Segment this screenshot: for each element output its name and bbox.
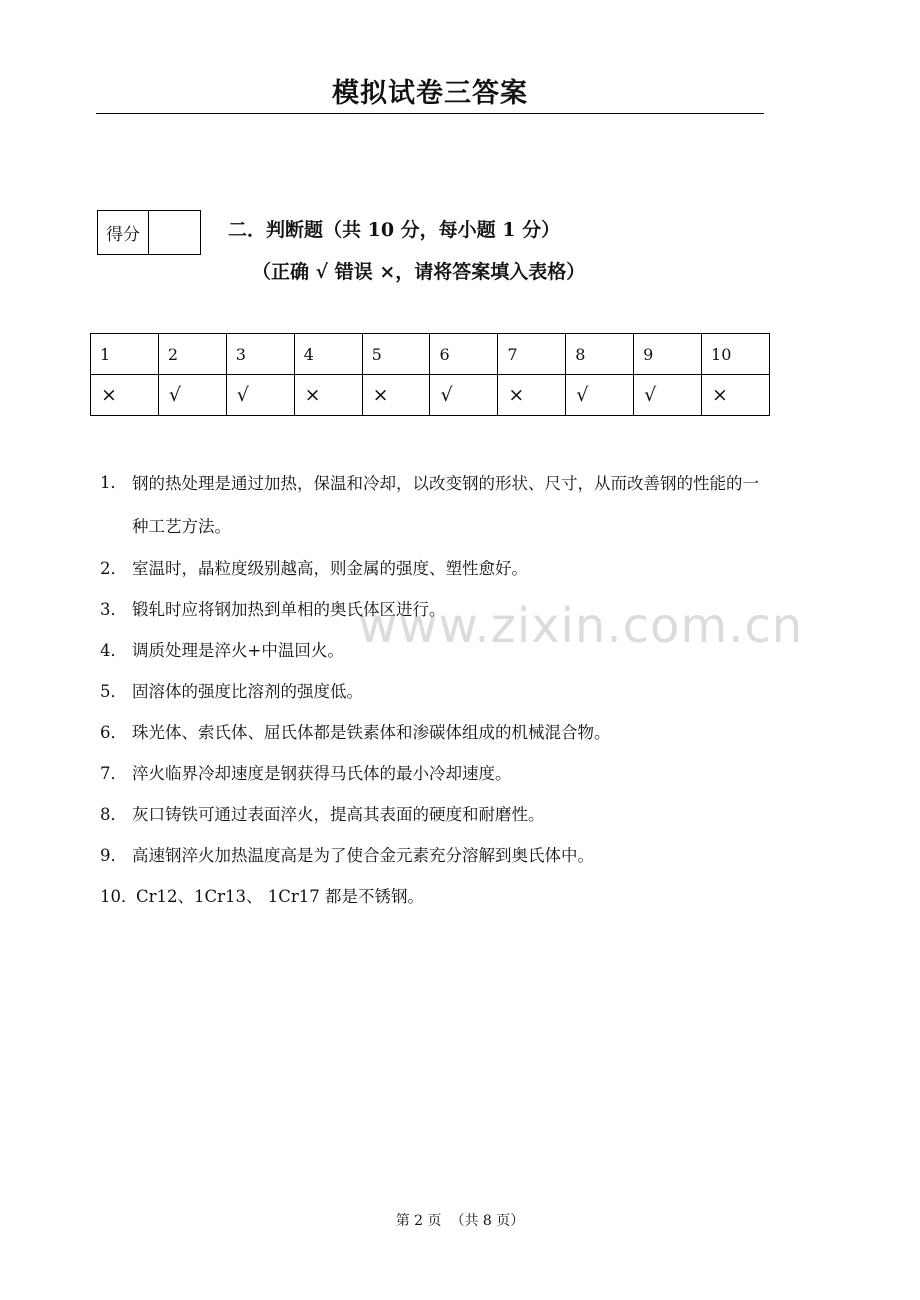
question-number: 8． [100, 805, 127, 824]
answer-number: 3 [226, 334, 294, 375]
question-item [100, 462, 770, 548]
answer-mark-row [91, 375, 770, 416]
answer-mark: × [294, 375, 362, 416]
answer-table [90, 333, 770, 416]
answer-mark: × [702, 375, 770, 416]
question-number: 1． [100, 473, 127, 492]
question-number: 9． [100, 846, 127, 865]
answer-number: 4 [294, 334, 362, 375]
question-number: 3． [100, 600, 127, 619]
question-text: 珠光体、索氏体、屈氏体都是铁素体和渗碳体组成的机械混合物。 [132, 723, 611, 742]
question-number: 2． [100, 559, 127, 578]
page-title: 模拟试卷三答案 [332, 78, 528, 109]
score-box [97, 210, 201, 255]
question-text: 淬火临界冷却速度是钢获得马氏体的最小冷却速度。 [132, 764, 512, 783]
answer-number: 9 [634, 334, 702, 375]
question-text: 调质处理是淬火+中温回火。 [132, 641, 344, 660]
answer-mark: × [362, 375, 430, 416]
question-item [100, 794, 770, 835]
question-text: 灰口铸铁可通过表面淬火，提高其表面的硬度和耐磨性。 [132, 805, 545, 824]
question-text: 锻轧时应将钢加热到单相的奥氏体区进行。 [132, 600, 446, 619]
question-number: 6． [100, 723, 127, 742]
question-list [100, 462, 770, 917]
question-item [100, 876, 770, 917]
question-number: 5． [100, 682, 127, 701]
page-footer: 第 2 页 （共 8 页） [395, 1213, 525, 1229]
title-underline [96, 113, 764, 114]
question-item [100, 712, 770, 753]
question-item [100, 589, 770, 630]
answer-number: 6 [430, 334, 498, 375]
question-text: 固溶体的强度比溶剂的强度低。 [132, 682, 363, 701]
question-number: 7． [100, 764, 127, 783]
question-text: 高速钢淬火加热温度高是为了使合金元素充分溶解到奥氏体中。 [132, 846, 594, 865]
question-number: 10． [100, 887, 138, 906]
answer-mark: × [91, 375, 159, 416]
question-item [100, 548, 770, 589]
question-item [100, 671, 770, 712]
question-text: 钢的热处理是通过加热，保温和冷却，以改变钢的形状、尺寸，从而改善钢的性能的一种工艺方法。 [132, 474, 759, 536]
answer-number: 1 [91, 334, 159, 375]
answer-mark: √ [566, 375, 634, 416]
score-label: 得分 [98, 211, 149, 254]
question-number: 4． [100, 641, 127, 660]
section-heading: 二．判断题（共 10 分，每小题 1 分） [228, 219, 561, 241]
answer-mark: √ [430, 375, 498, 416]
answer-number: 2 [158, 334, 226, 375]
question-text: 室温时，晶粒度级别越高，则金属的强度、塑性愈好。 [132, 559, 528, 578]
question-item [100, 835, 770, 876]
answer-number: 7 [498, 334, 566, 375]
answer-number: 5 [362, 334, 430, 375]
answer-mark: √ [226, 375, 294, 416]
answer-mark: √ [634, 375, 702, 416]
question-item [100, 753, 770, 794]
score-value [149, 211, 200, 254]
section-instruction: （正确 √ 错误 ×，请将答案填入表格） [252, 261, 586, 283]
answer-mark: × [498, 375, 566, 416]
watermark: www.zixin.com.cn [358, 598, 804, 654]
answer-number: 8 [566, 334, 634, 375]
answer-mark: √ [158, 375, 226, 416]
question-text: Cr12、1Cr13、 1Cr17 都是不锈钢。 [136, 887, 425, 906]
answer-number: 10 [702, 334, 770, 375]
question-item [100, 630, 770, 671]
answer-number-row [91, 334, 770, 375]
